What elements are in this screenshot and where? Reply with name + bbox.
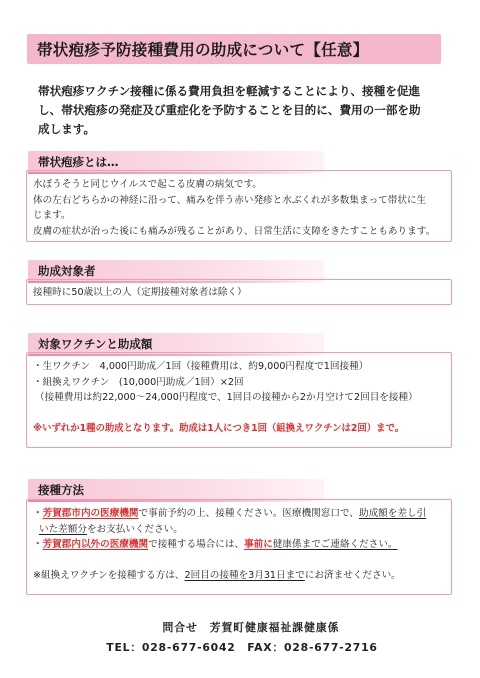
text-line (33, 553, 451, 568)
text-line (33, 406, 451, 421)
text-line (33, 506, 451, 522)
text-line (33, 522, 451, 538)
text-line: ・組換えワクチン (10,000円助成／1回）×2回 (33, 376, 244, 388)
text-span: にお済ませください。 (304, 569, 401, 581)
contact-label: 問合せ 芳賀町健康福祉課健康係 (162, 621, 340, 634)
underline-text: 2回目の接種を3月31日まで (184, 569, 305, 581)
text-line: じます。 (33, 210, 71, 221)
highlight-text: 事前に (244, 539, 273, 550)
text-line: 水ぼうそうと同じウイルスで起こる皮膚の病気です。 (33, 179, 262, 190)
intro-paragraph (38, 82, 452, 139)
contact-phone-fax: TEL：028-677-6042 FAX：028-677-2716 (106, 641, 378, 654)
section-box-about-shingles (26, 170, 452, 242)
section-heading-method (28, 479, 324, 501)
underline-text: 健康係までご連絡ください。 (272, 539, 398, 550)
text-line (33, 568, 451, 584)
section-heading-label: 助成対象者 (38, 264, 96, 278)
section-box-eligible (26, 279, 452, 305)
intro-line: 帯状疱疹ワクチン接種に係る費用負担を軽減することにより、接種を促進 (38, 84, 421, 98)
text-span: ※組換えワクチンを接種する方は、 (33, 569, 185, 581)
text-line: 体の左右どちらかの神経に沿って、痛みを伴う赤い発疹と水ぶくれが多数集まって帯状に生 (33, 194, 427, 206)
text-span: で事前予約の上、接種ください。医療機関窓口で、 (138, 508, 359, 519)
section-box-vaccine-subsidy (26, 352, 452, 448)
text-line (33, 537, 451, 553)
underline-text: いた差額分 (39, 523, 87, 535)
text-line: 接種時に50歳以上の人（定期接種対象者は除く） (33, 287, 247, 298)
section-heading-label: 帯状疱疹とは… (38, 155, 119, 169)
text-span: をお支払いください。 (86, 523, 183, 535)
text-line: （接種費用は約22,000～24,000円程度で、1回目の接種から2か月空けて2回目を接種） (35, 392, 418, 403)
section-box-method (26, 499, 452, 595)
highlight-text: 芳賀郡内以外の医療機関 (42, 539, 149, 550)
underline-text: 助成額を差し引 (359, 508, 427, 519)
highlight-text: 芳賀郡市内の医療機関 (42, 508, 139, 519)
text-line: ・生ワクチン 4,000円助成／1回（接種費用は、約9,000円程度で1回接種） (33, 361, 369, 372)
bullet: ・ (33, 508, 43, 519)
intro-line: 成します。 (38, 122, 96, 136)
text-span: で接種する場合には、 (148, 539, 245, 550)
section-heading-label: 接種方法 (38, 483, 84, 497)
text-line: 皮膚の症状が治った後にも痛みが残ることがあり、日常生活に支障をきたすこともあります。 (33, 225, 436, 237)
bullet: ・ (33, 539, 43, 550)
subsidy-note: ※いずれか1種の助成となります。助成は1人につき1回（組換えワクチンは2回）まで。 (33, 422, 405, 434)
intro-line: し、帯状疱疹の発症及び重症化を予防することを目的に、費用の一部を助 (38, 103, 421, 117)
page-title: 帯状疱疹予防接種費用の助成について【任意】 (27, 34, 441, 64)
section-heading-label: 対象ワクチンと助成額 (38, 337, 153, 351)
